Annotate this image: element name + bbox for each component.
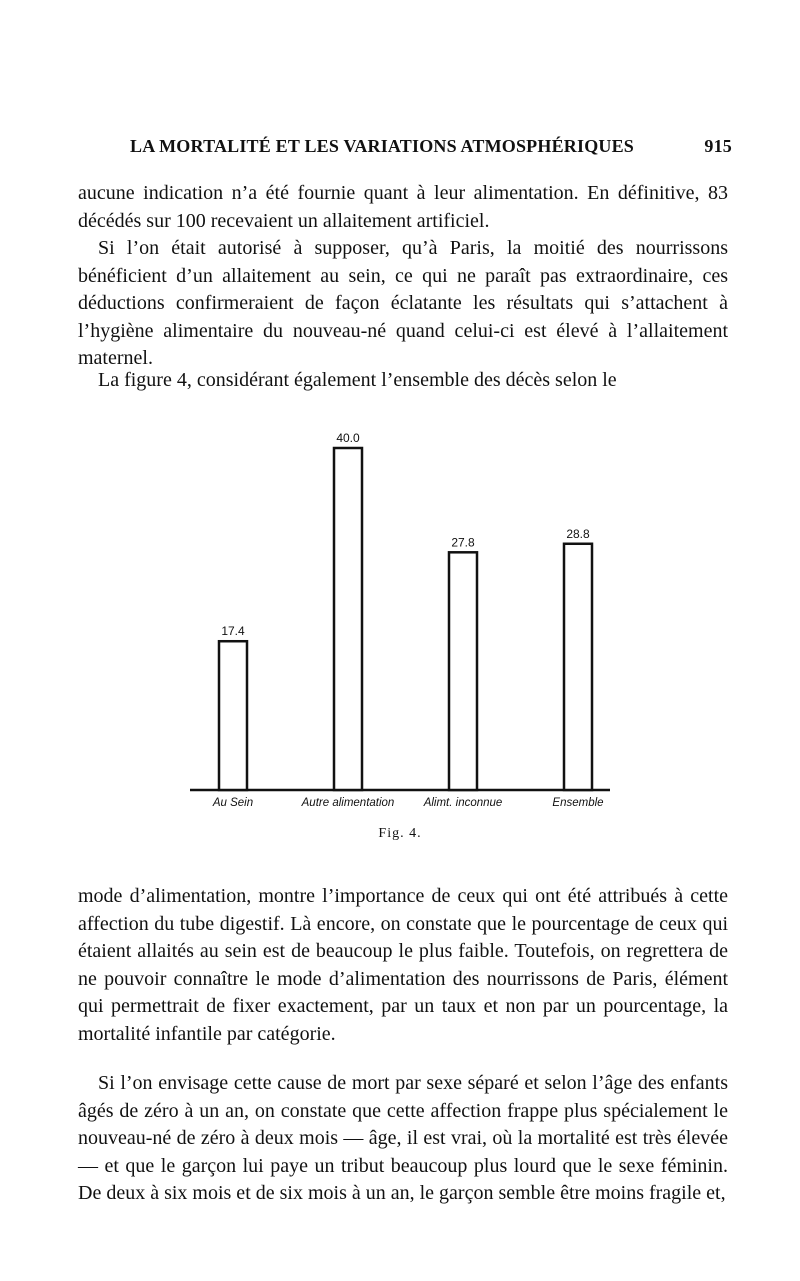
running-head-title: LA MORTALITÉ ET LES VARIATIONS ATMOSPHÉRIQUES [130,136,635,156]
bar-3 [449,552,477,790]
paragraph-2: Si l’on était autorisé à supposer, qu’à Paris, la moitié des nourrissons bénéficient d’un allaitement au sein, ce qui ne paraît pas extraordinaire, ces déductions confirmeraient de façon éclatante les résultats qui s’attachent à l’hygiène alimentaire du nouveau-né quand celui-ci est élevé à l’allaitement maternel. [78,237,728,369]
paragraph-1: aucune indication n’a été fournie quant à leur alimentation. En définitive, 83 décédés sur 100 recevaient un allaitement artificiel. [78,182,728,232]
category-label-2: Autre alimentation [301,797,395,809]
paragraph-4: mode d’alimentation, montre l’importance de ceux qui ont été attribués à cette affection du tube digestif. Là encore, on constate que le pourcentage de ceux qui étaient allaités au sein est de beaucoup le plus faible. Toutefois, on regrettera de ne pouvoir connaître le mode d’alimentation des nourrissons de Paris, élément qui permettrait de fixer exactement, par un taux et non par un pourcentage, la mortalité infantile par catégorie. [78,885,728,1045]
bar-value-label-4: 28.8 [566,526,590,541]
bar-4 [564,544,592,790]
page-number: 915 [704,136,732,156]
paragraph-5: Si l’on envisage cette cause de mort par sexe séparé et selon l’âge des enfants âgés de zéro à un an, on constate que cette affection frappe plus spécialement le nouveau-né de zéro à deux mois — âge, il est vrai, où la mortalité est très élevée — et que le garçon lui paye un tribut beaucoup plus lourd que le sexe féminin. De deux à six mois et de six mois à un an, le garçon semble être moins fragile et, [78,1072,728,1204]
category-label-3: Alimt. inconnue [423,797,503,809]
bar-1 [219,641,247,790]
figure-caption: Fig. 4. [378,826,422,841]
bar-2 [334,448,362,790]
category-label-1: Au Sein [212,797,254,809]
bar-value-label-3: 27.8 [451,535,475,550]
bar-value-label-2: 40.0 [336,431,360,445]
paragraph-3: La figure 4, considérant également l’ensemble des décès selon le [98,369,617,391]
bar-value-label-1: 17.4 [221,624,245,639]
category-label-4: Ensemble [552,797,604,809]
